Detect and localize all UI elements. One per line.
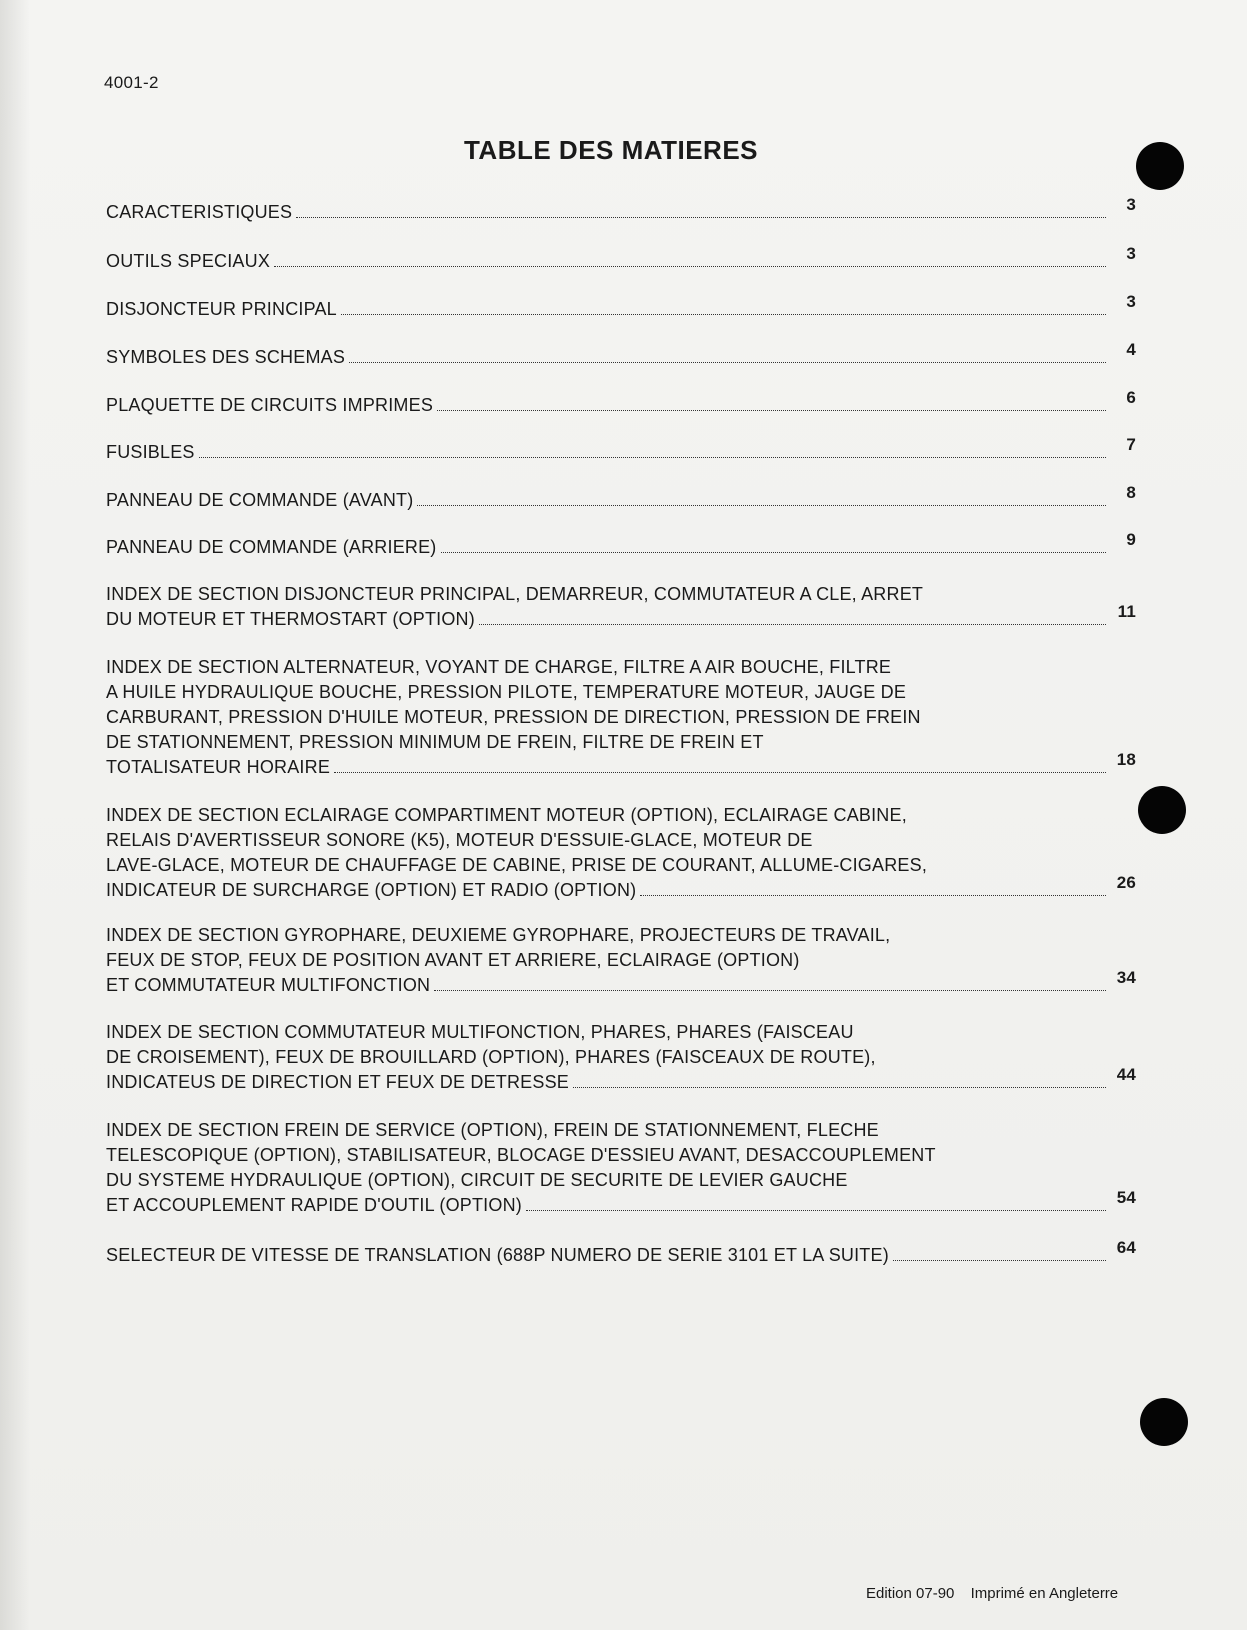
- punch-hole-bottom: [1140, 1398, 1188, 1446]
- toc-entry-last-line: [106, 1188, 1136, 1218]
- dot-leader: [479, 624, 1106, 625]
- toc-entry-text: DU SYSTEME HYDRAULIQUE (OPTION), CIRCUIT DE SECURITE DE LEVIER GAUCHE: [106, 1170, 848, 1190]
- toc-entry: [106, 582, 1136, 632]
- toc-entry: [106, 195, 1136, 225]
- toc-entry: [106, 923, 1136, 998]
- toc-entry: [106, 1118, 1136, 1218]
- toc-entry-last-line: [106, 968, 1136, 998]
- dot-leader: [526, 1210, 1106, 1211]
- toc-entry-text: ET COMMUTATEUR MULTIFONCTION: [106, 975, 431, 995]
- toc-entry: [106, 1020, 1136, 1095]
- dot-leader: [640, 895, 1106, 896]
- toc-entry-text: CARBURANT, PRESSION D'HUILE MOTEUR, PRESSION DE DIRECTION, PRESSION DE FREIN: [106, 707, 921, 727]
- toc-page-number: 8: [1126, 483, 1136, 502]
- punch-hole-top: [1136, 142, 1184, 190]
- toc-page-number: 11: [1117, 602, 1136, 621]
- toc-entry: [106, 292, 1136, 322]
- toc-entry: [106, 483, 1136, 513]
- toc-entry-last-line: [106, 483, 1136, 513]
- toc-entry-text: SELECTEUR DE VITESSE DE TRANSLATION (688P NUMERO DE SERIE 3101 ET LA SUITE): [106, 1245, 889, 1265]
- toc-entry-text: LAVE-GLACE, MOTEUR DE CHAUFFAGE DE CABINE, PRISE DE COURANT, ALLUME-CIGARES,: [106, 855, 928, 875]
- dot-leader: [893, 1260, 1106, 1261]
- dot-leader: [296, 217, 1106, 218]
- toc-entry-text: DU MOTEUR ET THERMOSTART (OPTION): [106, 609, 475, 629]
- toc-entry: [106, 340, 1136, 370]
- page-title: TABLE DES MATIERES: [463, 135, 759, 165]
- toc-entry-text: FEUX DE STOP, FEUX DE POSITION AVANT ET ARRIERE, ECLAIRAGE (OPTION): [106, 950, 800, 970]
- toc-entry-text: INDEX DE SECTION FREIN DE SERVICE (OPTION), FREIN DE STATIONNEMENT, FLECHE: [106, 1120, 879, 1140]
- toc-entry-text: INDEX DE SECTION ECLAIRAGE COMPARTIMENT MOTEUR (OPTION), ECLAIRAGE CABINE,: [106, 805, 907, 825]
- toc-page-number: 3: [1126, 244, 1136, 263]
- toc-page-number: 18: [1116, 750, 1136, 769]
- toc-entry-text: A HUILE HYDRAULIQUE BOUCHE, PRESSION PILOTE, TEMPERATURE MOTEUR, JAUGE DE: [106, 682, 907, 702]
- toc-entry-last-line: [106, 435, 1136, 465]
- toc-entry-last-line: [106, 195, 1136, 225]
- toc-entry-text: INDEX DE SECTION GYROPHARE, DEUXIEME GYROPHARE, PROJECTEURS DE TRAVAIL,: [106, 925, 891, 945]
- toc-entry-text: DE STATIONNEMENT, PRESSION MINIMUM DE FREIN, FILTRE DE FREIN ET: [106, 732, 764, 752]
- toc-page-number: 54: [1116, 1188, 1136, 1207]
- toc-entry-text: CARACTERISTIQUES: [106, 202, 293, 222]
- dot-leader: [349, 362, 1106, 363]
- toc-page-number: 3: [1126, 292, 1136, 311]
- toc-entry-text: INDEX DE SECTION COMMUTATEUR MULTIFONCTION, PHARES, PHARES (FAISCEAU: [106, 1022, 854, 1042]
- toc-entry-text: PANNEAU DE COMMANDE (ARRIERE): [106, 537, 437, 557]
- toc-page-number: 44: [1116, 1065, 1136, 1084]
- dot-leader: [573, 1087, 1106, 1088]
- toc-entry: [106, 435, 1136, 465]
- dot-leader: [434, 990, 1106, 991]
- toc-entry-text: OUTILS SPECIAUX: [106, 251, 271, 271]
- page-edge-shadow: [0, 0, 30, 1630]
- toc-entry-last-line: [106, 873, 1136, 903]
- footer: [866, 1585, 1130, 1602]
- toc-page-number: 64: [1116, 1238, 1136, 1257]
- toc-entry-text: INDEX DE SECTION DISJONCTEUR PRINCIPAL, DEMARREUR, COMMUTATEUR A CLE, ARRET: [106, 584, 924, 604]
- dot-leader: [437, 410, 1106, 411]
- punch-hole-middle: [1138, 786, 1186, 834]
- toc-entry-last-line: [106, 750, 1136, 780]
- toc-entry-text: INDICATEUS DE DIRECTION ET FEUX DE DETRESSE: [106, 1072, 569, 1092]
- toc-entry: [106, 530, 1136, 560]
- toc-entry-last-line: [106, 388, 1136, 418]
- toc-entry-text: ET ACCOUPLEMENT RAPIDE D'OUTIL (OPTION): [106, 1195, 522, 1215]
- toc-entry-text: TELESCOPIQUE (OPTION), STABILISATEUR, BLOCAGE D'ESSIEU AVANT, DESACCOUPLEMENT: [106, 1145, 936, 1165]
- toc-entry-text: FUSIBLES: [106, 442, 195, 462]
- toc-page-number: 26: [1116, 873, 1136, 892]
- toc-page-number: 9: [1126, 530, 1136, 549]
- footer-printed: Imprimé en Angleterre: [970, 1585, 1119, 1602]
- page-number: 4001-2: [104, 73, 159, 92]
- toc-entry-text: RELAIS D'AVERTISSEUR SONORE (K5), MOTEUR D'ESSUIE-GLACE, MOTEUR DE: [106, 830, 813, 850]
- toc-page-number: 34: [1116, 968, 1136, 987]
- toc-page-number: 6: [1126, 388, 1136, 407]
- dot-leader: [341, 314, 1106, 315]
- toc-entry-text: SYMBOLES DES SCHEMAS: [106, 347, 346, 367]
- toc-entry: [106, 244, 1136, 274]
- toc-entry: [106, 655, 1136, 780]
- toc-entry-text: INDEX DE SECTION ALTERNATEUR, VOYANT DE CHARGE, FILTRE A AIR BOUCHE, FILTRE: [106, 657, 892, 677]
- toc-entry-last-line: [106, 292, 1136, 322]
- dot-leader: [274, 266, 1106, 267]
- toc-page-number: 3: [1126, 195, 1136, 214]
- toc-entry: [106, 388, 1136, 418]
- toc-entry-text: PANNEAU DE COMMANDE (AVANT): [106, 490, 414, 510]
- dot-leader: [441, 552, 1107, 553]
- toc-entry-last-line: [106, 244, 1136, 274]
- toc-entry-text: PLAQUETTE DE CIRCUITS IMPRIMES: [106, 395, 434, 415]
- toc-entry-last-line: [106, 602, 1136, 632]
- dot-leader: [199, 457, 1106, 458]
- toc-page-number: 4: [1126, 340, 1136, 359]
- toc-entry: [106, 803, 1136, 903]
- footer-edition: Edition 07-90: [866, 1585, 955, 1602]
- toc-entry-last-line: [106, 1238, 1136, 1268]
- toc-entry-last-line: [106, 340, 1136, 370]
- toc-entry: [106, 1238, 1136, 1268]
- toc-entry-text: INDICATEUR DE SURCHARGE (OPTION) ET RADIO (OPTION): [106, 880, 637, 900]
- dot-leader: [334, 772, 1106, 773]
- dot-leader: [417, 505, 1106, 506]
- toc-entry-text: TOTALISATEUR HORAIRE: [106, 757, 331, 777]
- toc-page-number: 7: [1126, 435, 1136, 454]
- toc-entry-last-line: [106, 1065, 1136, 1095]
- toc-entry-text: DE CROISEMENT), FEUX DE BROUILLARD (OPTION), PHARES (FAISCEAUX DE ROUTE),: [106, 1047, 876, 1067]
- toc-entry-last-line: [106, 530, 1136, 560]
- toc-entry-text: DISJONCTEUR PRINCIPAL: [106, 299, 337, 319]
